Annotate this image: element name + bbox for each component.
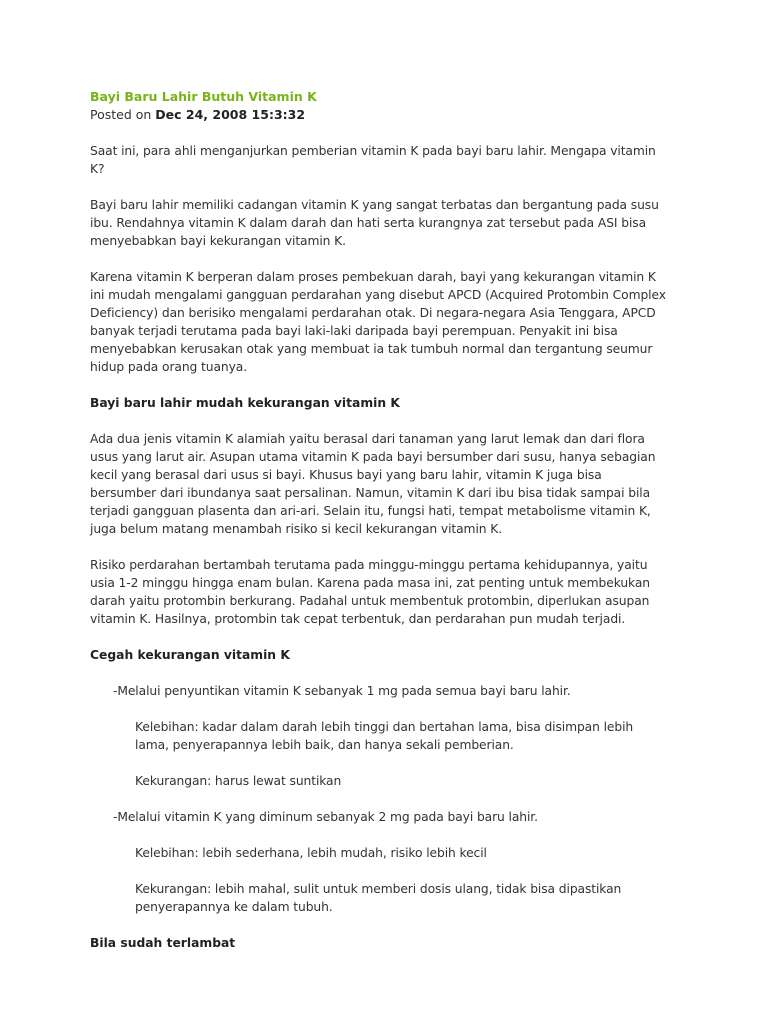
paragraph-jenis-vitamin: Ada dua jenis vitamin K alamiah yaitu berasal dari tanaman yang larut lemak dan dari flora usus yang larut air. Asupan utama vitamin K pada bayi bersumber dari susu, hanya sebagian kecil yang berasal dari usus si bayi. Khusus bayi yang baru lahir, vitamin K juga bisa bersumber dari ibundanya saat persalinan. Namun, vitamin K dari ibu bisa tidak sampai bila terjadi gangguan plasenta dan ari-ari. Selain itu, fungsi hati, tempat metabolisme vitamin K, juga belum matang menambah risiko si kecil kekurangan vitamin K. (90, 432, 656, 536)
paragraph-cadangan: Bayi baru lahir memiliki cadangan vitamin K yang sangat terbatas dan bergantung pada susu ibu. Rendahnya vitamin K dalam darah dan hati serta kurangnya zat tersebut pada ASI bisa menyebabkan bayi kekurangan vitamin K. (90, 198, 659, 248)
heading-cegah: Cegah kekurangan vitamin K (90, 648, 290, 662)
diminum-kekurangan: Kekurangan: lebih mahal, sulit untuk memberi dosis ulang, tidak bisa dipastikan penyerapannya ke dalam tubuh. (135, 882, 622, 914)
paragraph-apcd: Karena vitamin K berperan dalam proses pembekuan darah, bayi yang kekurangan vitamin K ini mudah mengalami gangguan perdarahan yang disebut APCD (Acquired Protombin Complex Deficiency) dan berisiko mengalami perdarahan otak. Di negara-negara Asia Tenggara, APCD banyak terjadi terutama pada bayi laki-laki daripada bayi perempuan. Penyakit ini bisa menyebabkan kerusakan otak yang membuat ia tak tumbuh normal dan tergantung seumur hidup pada orang tuanya. (90, 270, 666, 374)
list-item-suntikan: -Melalui penyuntikan vitamin K sebanyak 1 mg pada semua bayi baru lahir. (113, 684, 571, 698)
paragraph-risiko: Risiko perdarahan bertambah terutama pada minggu-minggu pertama kehidupannya, yaitu usia 1-2 minggu hingga enam bulan. Karena pada masa ini, zat penting untuk membekukan darah yaitu protombin berkurang. Padahal untuk membentuk protombin, diperlukan asupan vitamin K. Hasilnya, protombin tak cepat terbentuk, dan perdarahan pun mudah terjadi. (90, 558, 650, 626)
suntikan-kekurangan: Kekurangan: harus lewat suntikan (135, 774, 342, 788)
list-item-diminum: -Melalui vitamin K yang diminum sebanyak 2 mg pada bayi baru lahir. (113, 810, 538, 824)
posted-line (90, 106, 668, 124)
diminum-kelebihan: Kelebihan: lebih sederhana, lebih mudah, risiko lebih kecil (135, 846, 487, 860)
paragraph-intro: Saat ini, para ahli menganjurkan pemberian vitamin K pada bayi baru lahir. Mengapa vitamin K? (90, 144, 656, 176)
article-title: Bayi Baru Lahir Butuh Vitamin K (90, 89, 317, 104)
posted-date: Dec 24, 2008 15:3:32 (155, 107, 306, 122)
heading-terlambat: Bila sudah terlambat (90, 936, 236, 950)
suntikan-kelebihan: Kelebihan: kadar dalam darah lebih tinggi dan bertahan lama, bisa disimpan lebih lama, penyerapannya lebih baik, dan hanya sekali pemberian. (135, 720, 634, 752)
posted-prefix: Posted on (90, 107, 156, 122)
heading-mudah-kekurangan: Bayi baru lahir mudah kekurangan vitamin K (90, 396, 400, 410)
